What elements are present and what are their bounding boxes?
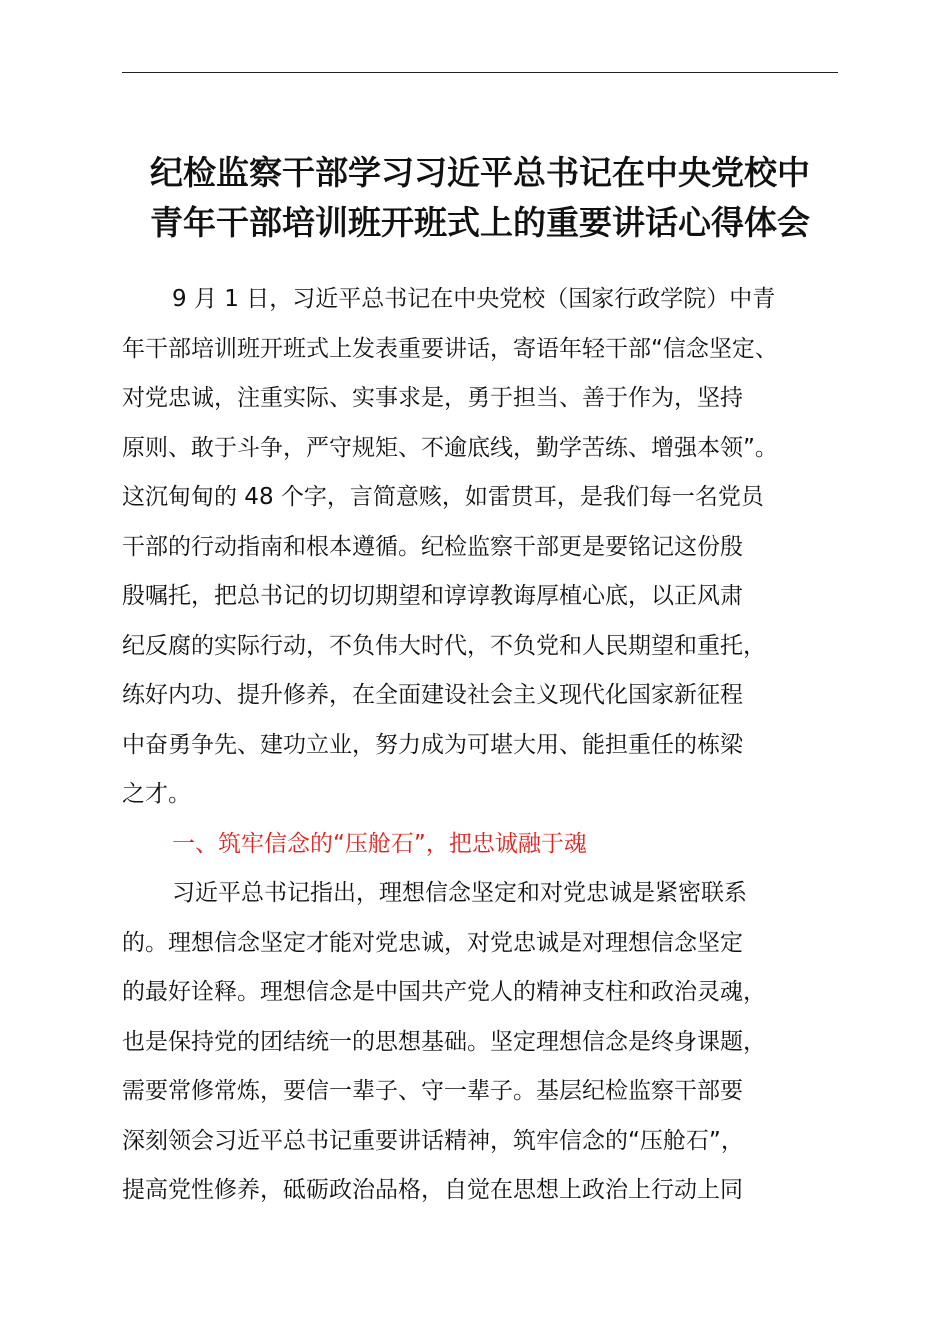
title-line: 青年干部培训班开班式上的重要讲话心得体会 — [150, 203, 810, 242]
paragraph-line: 之才。 — [122, 781, 191, 807]
paragraph-line: 原则、敢于斗争，严守规矩、不逾底线，勤学苦练、增强本领”。 — [122, 434, 778, 461]
section-heading: 一、筑牢信念的“压舱石”，把忠诚融于魂 — [172, 830, 587, 857]
paragraph-line: 深刻领会习近平总书记重要讲话精神，筑牢信念的“压舱石”， — [122, 1127, 744, 1154]
paragraph-line: 殷嘱托，把总书记的切切期望和谆谆教诲厚植心底，以正风肃 — [122, 583, 743, 609]
paragraph-line: 习近平总书记指出，理想信念坚定和对党忠诚是紧密联系 — [172, 880, 747, 906]
paragraph-line: 这沉甸甸的 48 个字，言简意赅，如雷贯耳，是我们每一名党员 — [122, 484, 764, 510]
paragraph-line: 的。理想信念坚定才能对党忠诚，对党忠诚是对理想信念坚定 — [122, 929, 743, 956]
paragraph-line: 纪反腐的实际行动，不负伟大时代，不负党和人民期望和重托， — [122, 632, 766, 659]
paragraph-line: 的最好诠释。理想信念是中国共产党人的精神支柱和政治灵魂， — [122, 979, 766, 1005]
paragraph-line: 也是保持党的团结统一的思想基础。坚定理想信念是终身课题， — [122, 1028, 766, 1055]
paragraph-line: 中奋勇争先、建功立业，努力成为可堪大用、能担重任的栋梁 — [122, 731, 743, 758]
paragraph-line: 对党忠诚，注重实际、实事求是，勇于担当、善于作为，坚持 — [122, 385, 743, 411]
paragraph-line: 提高党性修养，砥砺政治品格，自觉在思想上政治上行动上同 — [122, 1177, 743, 1203]
document-title — [100, 148, 860, 248]
paragraph-line: 干部的行动指南和根本遵循。纪检监察干部更是要铭记这份殷 — [122, 533, 743, 560]
header-divider — [122, 72, 838, 73]
title-line: 纪检监察干部学习习近平总书记在中央党校中 — [150, 153, 810, 192]
paragraph-line: 年干部培训班开班式上发表重要讲话，寄语年轻干部“信念坚定、 — [122, 335, 778, 362]
paragraph-line: 9 月 1 日，习近平总书记在中央党校（国家行政学院）中青 — [172, 286, 776, 312]
paragraph-section-1 — [122, 869, 882, 1216]
paragraph-line: 需要常修常炼，要信一辈子、守一辈子。基层纪检监察干部要 — [122, 1078, 743, 1104]
document-body — [122, 275, 882, 1216]
paragraph-line: 练好内功、提升修养，在全面建设社会主义现代化国家新征程 — [122, 682, 743, 708]
paragraph-intro — [122, 275, 882, 820]
